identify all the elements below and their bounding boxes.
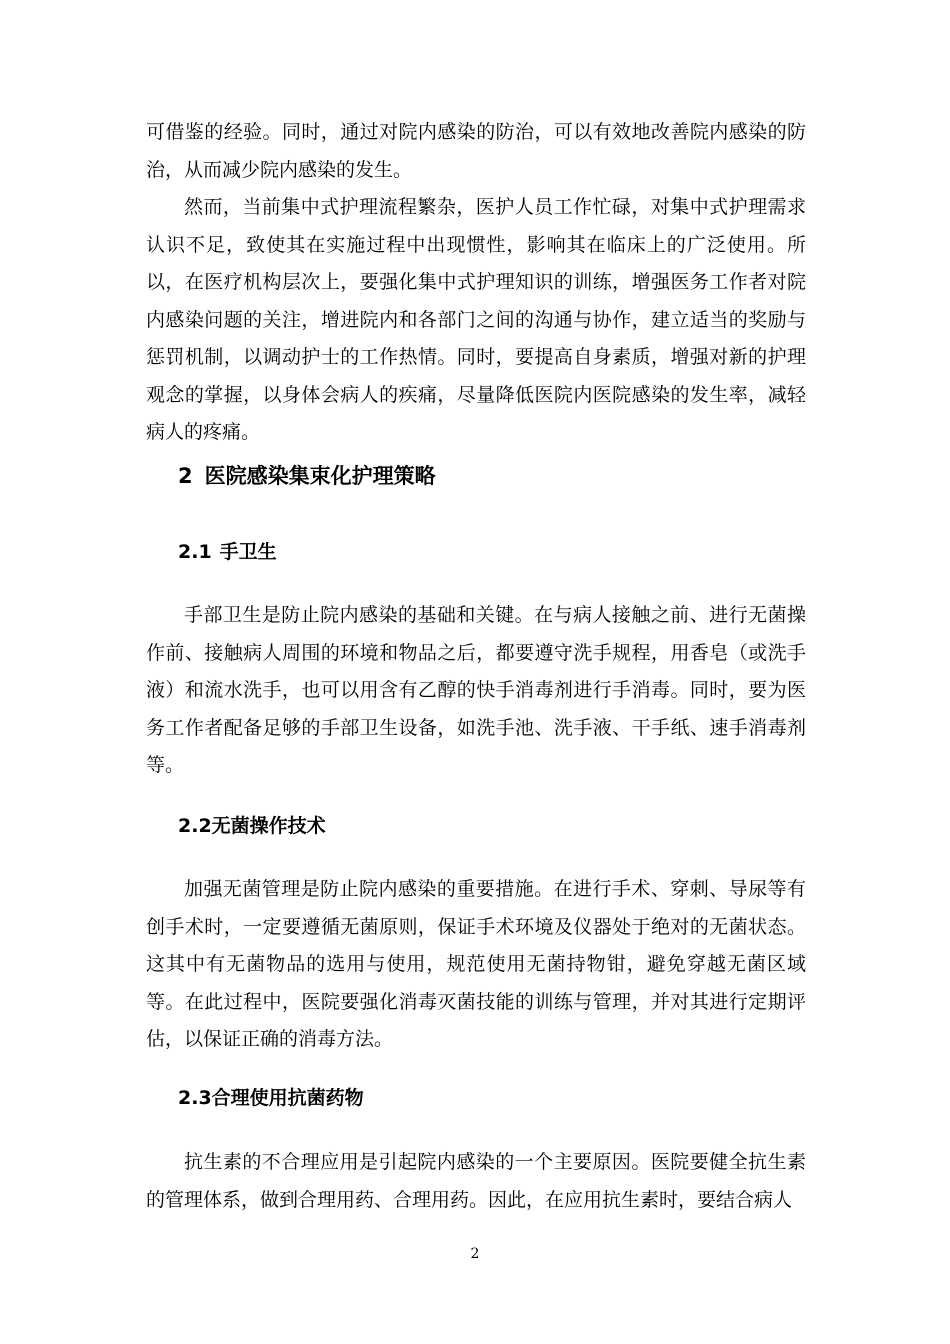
section-heading-2 — [178, 461, 436, 491]
paragraph-nursing-challenges: 然而，当前集中式护理流程繁杂，医护人员工作忙碌，对集中式护理需求认识不足，致使其在实施过程中出现惯性，影响其在临床上的广泛使用。所以，在医疗机构层次上，要强化集中式护理知识的训练，增强医务工作者对院内感染问题的关注，增进院内和各部门之间的沟通与协作，建立适当的奖励与惩罚机制，以调动护士的工作热情。同时，要提高自身素质，增强对新的护理观念的掌握，以身体会病人的疾痛，尽量降低医院内医院感染的发生率，减轻病人的疼痛。 — [146, 196, 806, 443]
page-number: 2 — [470, 1246, 480, 1262]
paragraph-hand-hygiene: 手部卫生是防止院内感染的基础和关键。在与病人接触之前、进行无菌操作前、接触病人周围的环境和物品之后，都要遵守洗手规程，用香皂（或洗手液）和流水洗手，也可以用含有乙醇的快手消毒剂进行手消毒。同时，要为医务工作者配备足够的手部卫生设备，如洗手池、洗手液、干手纸、速手消毒剂等。 — [146, 604, 806, 776]
section-number: 2.3 — [178, 1087, 212, 1109]
section-title: 无菌操作技术 — [211, 815, 326, 837]
section-title: 合理使用抗菌药物 — [211, 1087, 364, 1109]
section-heading-2-3 — [178, 1083, 364, 1113]
paragraph-continuation: 可借鉴的经验。同时，通过对院内感染的防治，可以有效地改善院内感染的防治，从而减少院内感染的发生。 — [146, 121, 806, 181]
section-heading-2-1 — [178, 537, 277, 567]
section-number: 2 — [178, 464, 193, 488]
section-number: 2.2 — [178, 815, 212, 837]
section-title: 医院感染集束化护理策略 — [204, 464, 436, 488]
paragraph-aseptic-technique: 加强无菌管理是防止院内感染的重要措施。在进行手术、穿刺、导尿等有创手术时，一定要遵循无菌原则，保证手术环境及仪器处于绝对的无菌状态。这其中有无菌物品的选用与使用，规范使用无菌持物钳，避免穿越无菌区域等。在此过程中，医院要强化消毒灭菌技能的训练与管理，并对其进行定期评估，以保证正确的消毒方法。 — [146, 878, 806, 1050]
section-heading-2-2 — [178, 811, 326, 841]
section-number: 2.1 — [178, 541, 212, 563]
section-title: 手卫生 — [219, 541, 277, 563]
paragraph-antibiotics: 抗生素的不合理应用是引起院内感染的一个主要原因。医院要健全抗生素的管理体系，做到合理用药、合理用药。因此，在应用抗生素时，要结合病人 — [146, 1151, 806, 1211]
